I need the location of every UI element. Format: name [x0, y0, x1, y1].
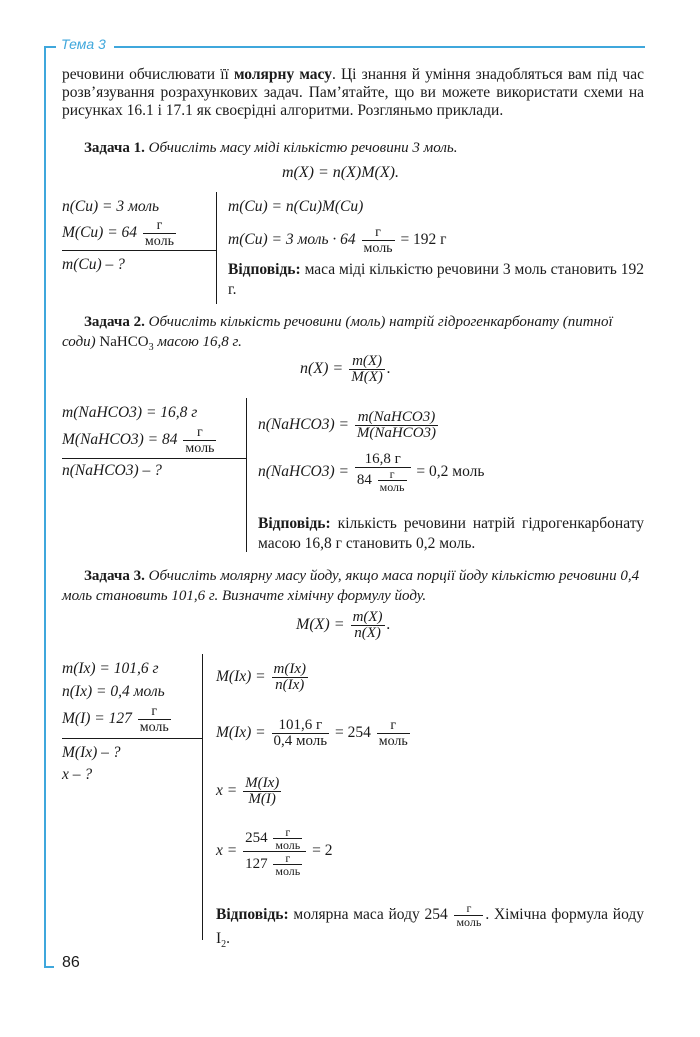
- task1-solution-2: m(Cu) = 3 моль · 64 $\frac{г}{\text{моль}}$ = 192 г: [228, 225, 447, 256]
- task1-given-1: n(Cu) = 3 моль: [62, 198, 160, 215]
- task2-label: Задача 2.: [84, 314, 145, 330]
- task3-given-3: M(I) = 127 $\frac{г}{\text{моль}}$: [62, 704, 169, 735]
- intro-text-1: речовини обчислювати її: [62, 66, 234, 83]
- task2-solution-2: n(NaHCO3) = 16,8 г 84 $\frac{г}{\text{моль}}$ = 0,2 моль: [258, 451, 485, 494]
- task1-text: Обчисліть масу міді кількістю речовини 3 моль.: [148, 140, 458, 156]
- task1-divider: [216, 192, 217, 304]
- task3-solution-2: M(Ix) = $\frac{101,6 г}{\text{0,4 моль}}$ = 254 $\frac{г}{\text{моль}}$: [216, 717, 408, 749]
- page-number: 86: [62, 954, 80, 971]
- task1-solution-1: m(Cu) = n(Cu)M(Cu): [228, 198, 364, 215]
- task3-label: Задача 3.: [84, 568, 145, 584]
- task2-answer: Відповідь: кількість речовини натрій гідрогенкарбонату масою 16,8 г становить 0,2 моль.: [258, 515, 645, 552]
- task2-given-2: M(NaHCO3) = 84 $\frac{г}{\text{моль}}$: [62, 425, 215, 456]
- task1-statement: [62, 138, 644, 158]
- task1-answer: Відповідь: маса міді кількістю речовини 3 моль становить 192 г.: [228, 261, 644, 298]
- task3-divider: [202, 654, 203, 940]
- task3-given-1: m(Ix) = 101,6 г: [62, 660, 159, 677]
- margin-rule: [44, 46, 46, 966]
- intro-text-2: . Ці знання й уміння знадобляться вам під час розв’язування розрахункових задач. Пам’ятайте, що ви можете використати схеми на рисунках 16.1 і 17.1 як своєрідні алгоритми. Розгляньмо приклади.: [62, 66, 644, 119]
- task1-find: m(Cu) – ?: [62, 256, 125, 273]
- page-header: [0, 0, 700, 60]
- task3-solution-1: M(Ix) = $\frac{m(Ix)}{n(Ix)}$: [216, 661, 306, 693]
- task3-statement: [62, 566, 644, 606]
- task1-label: Задача 1.: [84, 140, 145, 156]
- task2-divider: [246, 398, 247, 552]
- task2-find: n(NaHCO3) – ?: [62, 462, 162, 479]
- task3-answer: Відповідь: молярна маса йоду 254 $\frac{г}{\text{моль}}$ . Хімічна формула йоду $I_2$.: [216, 901, 645, 951]
- task3-solution-4: x = 254 $\frac{г}{\text{моль}}$ 127 $\frac{г}{\text{моль}}$ = 2: [216, 825, 333, 878]
- task3-text: Обчисліть молярну масу йоду, якщо маса порції йоду кількістю речовини 0,4 моль становить 101,6 г. Визначте хімічну формулу йоду.: [62, 568, 640, 604]
- task3-given-2: n(Ix) = 0,4 моль: [62, 683, 165, 700]
- task3-find-1: M(Ix) – ?: [62, 744, 121, 761]
- intro-bold: молярну масу: [233, 66, 332, 83]
- task3-formula: M(X) = $\frac{m(X)}{n(X)}$ .: [296, 609, 391, 641]
- task3-solution-3: x = $\frac{M(Ix)}{M(I)}$: [216, 775, 280, 807]
- header-rule: [114, 46, 645, 48]
- footer-tick: [44, 966, 54, 968]
- task2-solution-1: n(NaHCO3) = $\frac{\text{m(NaHCO3)}}{\text{M(NaHCO3)}}$: [258, 409, 437, 441]
- task3-find-2: x – ?: [62, 766, 93, 783]
- task2-statement: Задача 2. Обчисліть кількість речовини (моль) натрій гідрогенкарбонату (питної соди) NaHCO$_3$ масою 16,8 г.: [62, 314, 613, 353]
- topic-label: Тема 3: [61, 36, 106, 52]
- intro-paragraph: [62, 66, 644, 120]
- task2-formula: n(X) = $\frac{m(X)}{M(X)}$ .: [300, 353, 391, 385]
- task1-formula: m(X) = n(X)M(X).: [282, 164, 399, 181]
- task2-given-rule: [62, 458, 246, 459]
- task1-given-rule: [62, 250, 216, 251]
- task2-given-1: m(NaHCO3) = 16,8 г: [62, 404, 198, 421]
- task3-given-rule: [62, 738, 202, 739]
- task1-given-2: M(Cu) = 64 $\frac{г}{\text{моль}}$: [62, 218, 174, 249]
